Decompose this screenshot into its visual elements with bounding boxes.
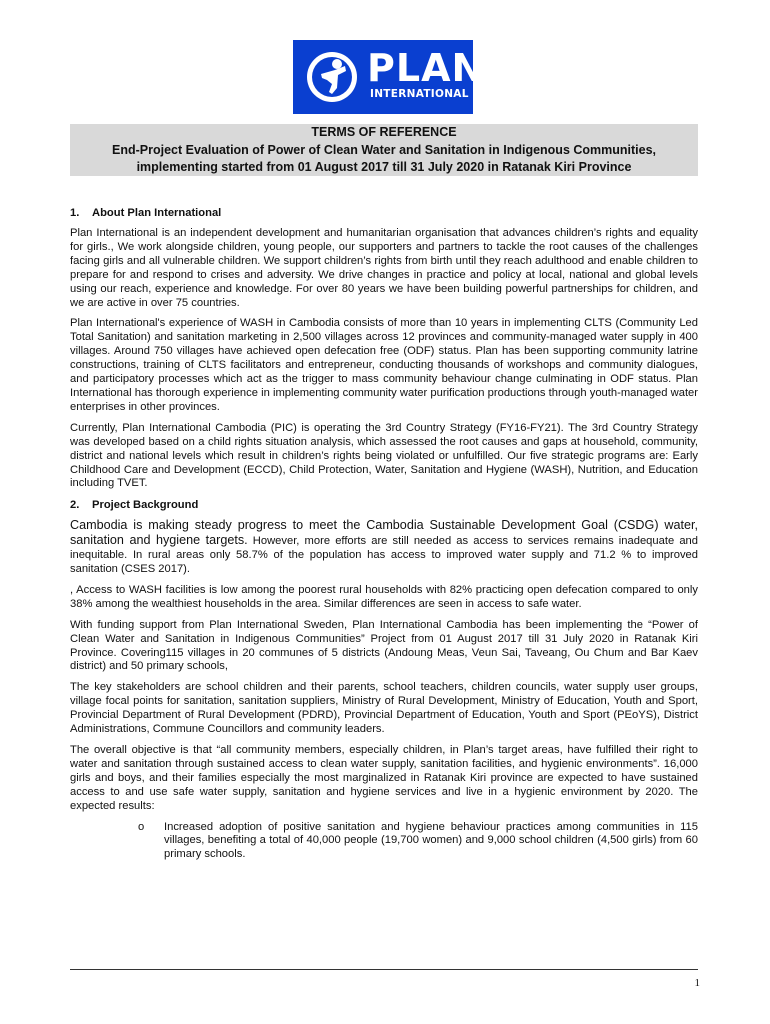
paragraph: , Access to WASH facilities is low among the poorest rural households with 82% practicing open defecation compared to only 38% among the wealthiest households in the area. Similar differences are seen in access to safe water. [70, 583, 698, 610]
paragraph: Plan International's experience of WASH in Cambodia consists of more than 10 years in implementing CLTS (Community Led Total Sanitation) and sanitation marketing in 2,500 villages across 12 provinces and community-managed water supply in 400 villages. Around 750 villages have achieved open defecation free (ODF) status. Plan has been supporting community latrine constructions, training of CLTS facilitators and entrepreneur, conducting thousands of workshops and community dialogues, and participatory processes which act as the trigger to mass community behaviour change culminating in ODF status. Plan International has thorough experience in implementing community water purification productions through youth-managed water enterprises in other provinces. [70, 317, 698, 413]
paragraph: Currently, Plan International Cambodia (PIC) is operating the 3rd Country Strategy (FY16-FY21). The 3rd Country Strategy was developed based on a child rights situation analysis, which assessed the root causes and gaps at household, community, district and national levels which result in children’s rights being violated or unfulfilled. Our five strategic programs are: Early Childhood Care and Development (ECCD), Child Protection, Water, Sanitation and Hygiene (WASH), Nutrition, and Education including TVET. [70, 421, 698, 490]
paragraph: Cambodia is making steady progress to meet the Cambodia Sustainable Development Goal (CSDG) water, sanitation and hygiene targets. However, more efforts are still needed as access to services remains inadequate and inequitable. In rural areas only 58.7% of the population has access to improved water supply and 71.2 % to improved sanitation (CSES 2017). [70, 518, 698, 576]
section-1-heading: 1. About Plan International [70, 207, 222, 219]
document-body [70, 206, 698, 862]
section-2-heading: 2. Project Background [70, 499, 199, 512]
logo-subtitle: INTERNATIONAL [370, 88, 469, 100]
plan-child-icon [305, 50, 359, 104]
doc-main-title: End-Project Evaluation of Power of Clean Water and Sanitation in Indigenous Communities, [111, 142, 657, 157]
footer-divider [70, 969, 698, 970]
paragraph: With funding support from Plan International Sweden, Plan International Cambodia has been implementing the “Power of Clean Water and Sanitation in Indigenous Communities” Project from 01 August 2017 till 31 July 2020 in Ratanak Kiri Province. Covering115 villages in 20 communes of 5 districts (Andoung Meas, Veun Sai, Taveang, Ou Chum and Bar Kaev district) and 50 primary schools, [70, 618, 698, 673]
plan-international-logo [293, 40, 485, 114]
document-title-block [70, 124, 698, 176]
list-item [138, 821, 698, 863]
paragraph: The overall objective is that “all community members, especially children, in Plan’s target areas, have fulfilled their right to water and sanitation through sustained access to clean water supply, sanitation facilities, and hygienic environments”. 16,000 girls and boys, and their families especially the most marginalized in Ratanak Kiri province are expected to have sustained access to and use safe water supply, sanitation and hygiene services and live in a hygienic environment by 2020. The expected results: [70, 744, 698, 812]
page-number: 1 [694, 977, 700, 989]
doc-main-title-cont: implementing started from 01 August 2017 till 31 July 2020 in Ratanak Kiri Province [136, 160, 632, 174]
bullet-marker: o [138, 820, 145, 833]
logo-wordmark: PLAN [367, 46, 485, 90]
paragraph: Plan International is an independent development and humanitarian organisation that advances children’s rights and equality for girls., We work alongside children, young people, our supporters and partners to tackle the root causes of the challenges facing girls and all vulnerable children. We support children’s rights from birth until they reach adulthood and enable children to prepare for and respond to crises and adversity. We drive changes in practice and policy at local, national and global levels using our reach, experience and knowledge. For over 80 years we have been building powerful partnerships for children, and we are active in over 75 countries. [70, 227, 698, 309]
doc-type-title: TERMS OF REFERENCE [311, 125, 457, 139]
paragraph: The key stakeholders are school children and their parents, school teachers, children councils, water supply user groups, village focal points for sanitation, sanitation suppliers, Ministry of Rural Development, Ministry of Education, Youth and Sport, Provincial Department of Rural Development (PDRD), Provincial Department of Education, Youth and Sport (PEoYS), District Administrations, Commune Councillors and community leaders. [70, 681, 698, 736]
bullet-text: Increased adoption of positive sanitation and hygiene behaviour practices among communities in 115 villages, benefiting a total of 40,000 people (19,700 women) and 9,000 school children (4,500 girls) from 60 primary schools. [164, 820, 698, 861]
